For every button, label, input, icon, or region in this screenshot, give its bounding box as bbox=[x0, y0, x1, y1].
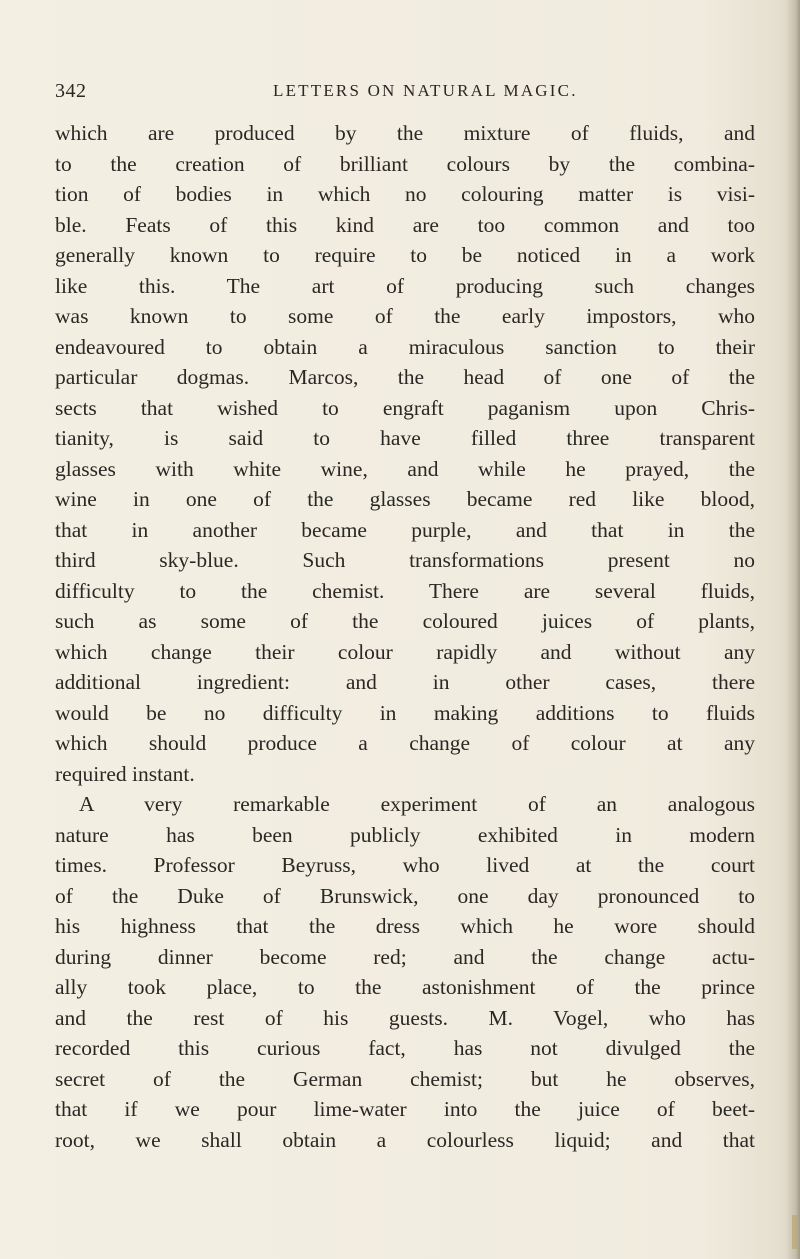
text-line: that in another became purple, and that in the bbox=[55, 517, 755, 542]
text-line: wine in one of the glasses became red like blood, bbox=[55, 487, 755, 511]
text-line: nature has been publicly exhibited in modern bbox=[55, 822, 755, 847]
text-line: additional ingredient: and in other cases, there bbox=[55, 670, 755, 694]
text-line: endeavoured to obtain a miraculous sanction to their bbox=[55, 334, 755, 359]
text-line: like this. The art of producing such changes bbox=[55, 273, 755, 298]
text-line: of the Duke of Brunswick, one day pronounced to bbox=[55, 883, 755, 908]
text-line: sects that wished to engraft paganism upon Chris- bbox=[55, 395, 755, 420]
text-line: was known to some of the early impostors, who bbox=[55, 304, 755, 328]
text-line: tianity, is said to have filled three transparent bbox=[55, 426, 755, 450]
text-line: ally took place, to the astonishment of the prince bbox=[55, 975, 755, 999]
text-line: ble. Feats of this kind are too common and too bbox=[55, 212, 755, 237]
text-line: particular dogmas. Marcos, the head of one of the bbox=[55, 365, 755, 389]
text-line: and the rest of his guests. M. Vogel, who has bbox=[55, 1005, 755, 1030]
text-line: glasses with white wine, and while he prayed, the bbox=[55, 456, 755, 481]
text-line: difficulty to the chemist. There are several fluids, bbox=[55, 578, 755, 603]
text-line: which change their colour rapidly and without any bbox=[55, 639, 755, 664]
page-corner-mark bbox=[792, 1215, 798, 1249]
text-line: secret of the German chemist; but he observes, bbox=[55, 1066, 755, 1091]
text-line: root, we shall obtain a colourless liquid; and that bbox=[55, 1127, 755, 1152]
page-edge-shadow bbox=[786, 0, 800, 1259]
body-text bbox=[55, 118, 755, 1155]
text-line: times. Professor Beyruss, who lived at the court bbox=[55, 853, 755, 877]
text-line: recorded this curious fact, has not divulged the bbox=[55, 1036, 755, 1060]
text-line: third sky-blue. Such transformations present no bbox=[55, 548, 755, 572]
text-line: required instant. bbox=[55, 761, 195, 786]
text-line: his highness that the dress which he wore should bbox=[55, 914, 755, 938]
text-line: to the creation of brilliant colours by the combina- bbox=[55, 151, 755, 176]
text-line: such as some of the coloured juices of plants, bbox=[55, 609, 755, 633]
text-line: which should produce a change of colour at any bbox=[55, 731, 755, 755]
text-line: tion of bodies in which no colouring matter is visi- bbox=[55, 182, 755, 206]
running-title: LETTERS ON NATURAL MAGIC. bbox=[273, 81, 578, 100]
text-line: that if we pour lime-water into the juice of beet- bbox=[55, 1097, 755, 1121]
text-line: would be no difficulty in making additions to fluids bbox=[55, 700, 755, 725]
text-line: which are produced by the mixture of fluids, and bbox=[55, 121, 755, 145]
page-number: 342 bbox=[55, 80, 87, 102]
running-head bbox=[55, 80, 755, 104]
text-line: during dinner become red; and the change actu- bbox=[55, 944, 755, 969]
text-line: A very remarkable experiment of an analogous bbox=[79, 792, 755, 816]
text-line: generally known to require to be noticed in a work bbox=[55, 243, 755, 267]
